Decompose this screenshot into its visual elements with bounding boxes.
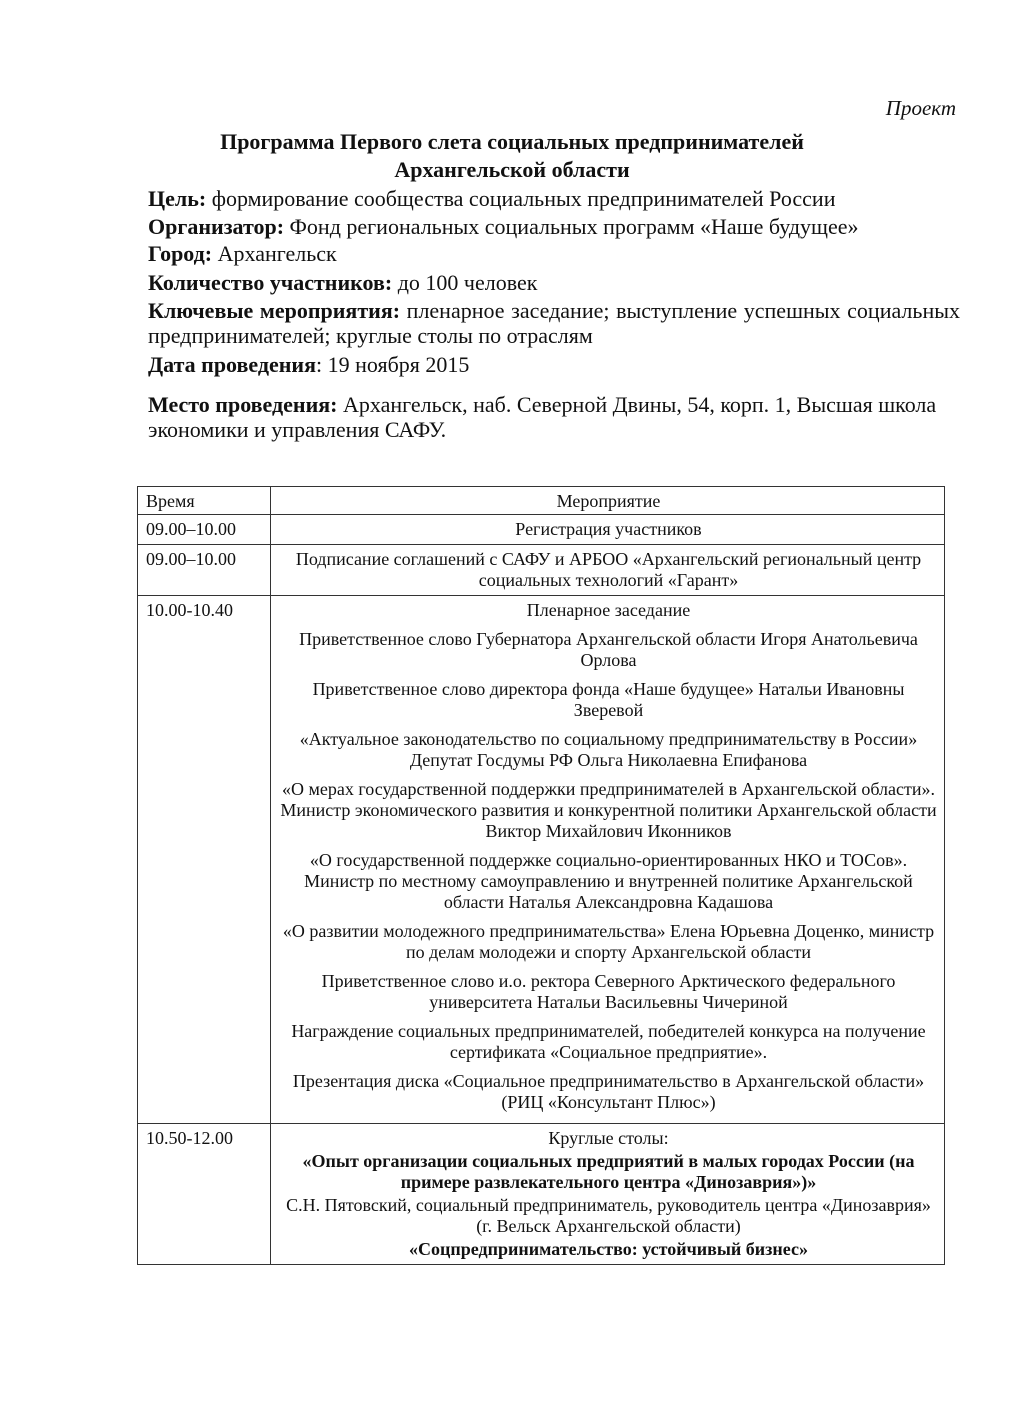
- event-item: «О развитии молодежного предпринимательства» Елена Юрьевна Доценко, министр по делам молодежи и спорту Архангельской области: [282, 921, 935, 962]
- goal-value: формирование сообщества социальных предпринимателей России: [206, 186, 836, 211]
- participants-value: до 100 человек: [392, 270, 538, 295]
- participants-line: [148, 270, 960, 295]
- event-item: Пленарное заседание: [526, 600, 691, 620]
- title-line-1: Программа Первого слета социальных предпринимателей: [220, 129, 804, 154]
- row-event: [271, 1124, 945, 1265]
- event-item: Приветственное слово Губернатора Архангельской области Игоря Анатольевича Орлова: [299, 629, 918, 670]
- organizer-value: Фонд региональных социальных программ «Наше будущее»: [284, 214, 859, 239]
- row-time: 10.50-12.00: [138, 1124, 271, 1265]
- title-line-2: Архангельской области: [394, 157, 630, 182]
- event-item: Презентация диска «Социальное предпринимательство в Архангельской области» (РИЦ «Консультант Плюс»): [292, 1071, 925, 1112]
- key-events-value: пленарное заседание; выступление успешных социальных предпринимателей; круглые столы по отраслям: [148, 298, 960, 348]
- venue-value: Архангельск, наб. Северной Двины, 54, корп. 1, Высшая школа экономики и управления САФУ.: [148, 392, 937, 442]
- key-events-line: [148, 298, 960, 348]
- event-item: Подписание соглашений с САФУ и АРБОО «Архангельский региональный центр социальных технологий «Гарант»: [295, 549, 922, 590]
- event-item: Круглые столы:: [548, 1128, 669, 1148]
- header-time: Время: [138, 487, 271, 515]
- table-row: [138, 545, 945, 596]
- header-event: Мероприятие: [271, 487, 945, 515]
- goal-label: Цель:: [148, 186, 207, 211]
- table-row: [138, 596, 945, 1124]
- table-header-row: [138, 487, 945, 515]
- document-title: [0, 128, 1024, 184]
- goal-line: [148, 186, 960, 211]
- event-item: С.Н. Пятовский, социальный предприниматель, руководитель центра «Динозаврия» (г. Вельск Архангельской области): [286, 1195, 931, 1236]
- date-label: Дата проведения: [148, 352, 317, 377]
- row-time: 09.00–10.00: [138, 545, 271, 596]
- row-time: 09.00–10.00: [138, 515, 271, 545]
- date-line: [148, 352, 960, 377]
- event-item: «Соцпредпринимательство: устойчивый бизнес»: [409, 1239, 808, 1259]
- organizer-line: [148, 214, 960, 239]
- schedule-table: [137, 486, 945, 1265]
- draft-label: Проект: [885, 96, 956, 120]
- row-event: [271, 515, 945, 545]
- venue-line: [148, 392, 960, 442]
- table-row: [138, 1124, 945, 1265]
- event-item: Награждение социальных предпринимателей, победителей конкурса на получение сертификата «Социальное предприятие».: [291, 1021, 926, 1062]
- event-item: «О мерах государственной поддержки предпринимателей в Архангельской области». Министр экономического развития и конкурентной политики Архангельской области Виктор Михайлович Иконников: [280, 779, 937, 841]
- organizer-label: Организатор:: [148, 214, 285, 239]
- participants-label: Количество участников:: [148, 270, 393, 295]
- venue-label: Место проведения:: [148, 392, 338, 417]
- row-event: [271, 545, 945, 596]
- key-events-label: Ключевые мероприятия:: [148, 298, 401, 323]
- city-label: Город:: [148, 241, 213, 266]
- row-time: 10.00-10.40: [138, 596, 271, 1124]
- event-item: «О государственной поддержке социально-ориентированных НКО и ТОСов». Министр по местному самоуправлению и внутренней политике Архангельской области Наталья Александровна Кадашова: [304, 850, 913, 912]
- event-item: Приветственное слово и.о. ректора Северного Арктического федерального университета Натальи Васильевны Чичериной: [321, 971, 896, 1012]
- city-line: [148, 241, 960, 266]
- date-value: : 19 ноября 2015: [316, 352, 470, 377]
- event-item: «Актуальное законодательство по социальному предпринимательству в России» Депутат Госдумы РФ Ольга Николаевна Епифанова: [299, 729, 918, 770]
- event-item: Регистрация участников: [515, 519, 702, 539]
- event-item: Приветственное слово директора фонда «Наше будущее» Натальи Ивановны Зверевой: [312, 679, 905, 720]
- row-event: [271, 596, 945, 1124]
- city-value: Архангельск: [212, 241, 337, 266]
- table-row: [138, 515, 945, 545]
- event-item: «Опыт организации социальных предприятий в малых городах России (на примере развлекательного центра «Динозаврия»)»: [302, 1151, 915, 1192]
